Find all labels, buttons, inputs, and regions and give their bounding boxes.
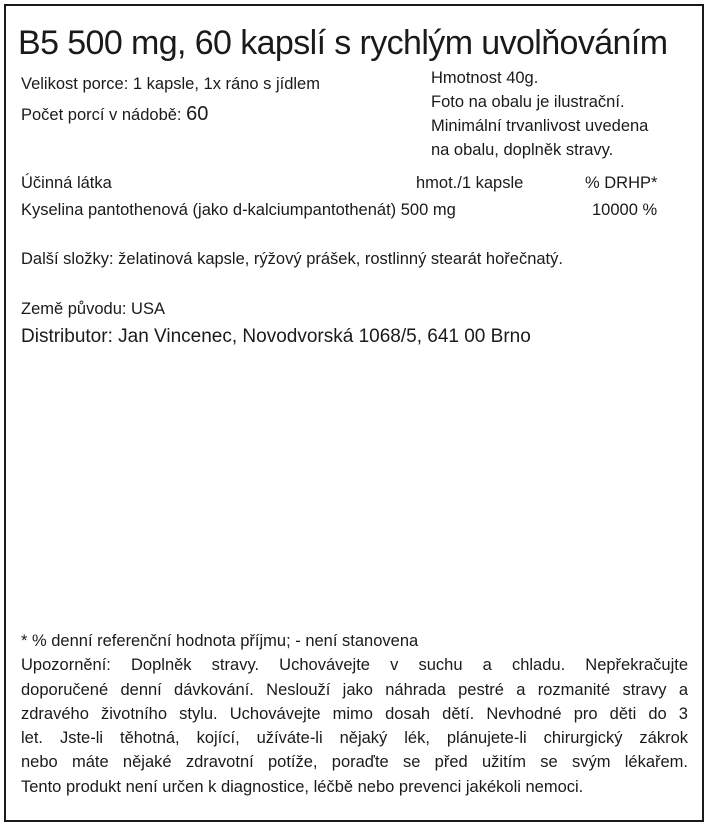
serving-size: Velikost porce: 1 kapsle, 1x ráno s jídlem [21,75,320,93]
table-row-ingredient: Kyselina pantothenová (jako d-kalciumpantothenát) 500 mg [21,201,456,219]
warning-line: let. Jste-li těhotná, kojící, užíváte-li nějaký lék, plánujete-li chirurgický zákrok [21,729,688,748]
country-of-origin: Země původu: USA [21,300,165,318]
distributor: Distributor: Jan Vincenec, Novodvorská 1068/5, 641 00 Brno [21,326,531,347]
table-header-ingredient: Účinná látka [21,174,112,192]
warning-line: Tento produkt není určen k diagnostice, léčbě nebo prevenci jakékoli nemoci. [21,777,584,796]
product-title: B5 500 mg, 60 kapslí s rychlým uvolňováním [18,24,668,62]
side-note-line: Foto na obalu je ilustrační. [431,93,625,111]
table-header-amount: hmot./1 kapsle [416,174,524,192]
footnote: * % denní referenční hodnota příjmu; - není stanovena [21,632,419,650]
other-ingredients: Další složky: želatinová kapsle, rýžový prášek, rostlinný stearát hořečnatý. [21,250,563,268]
warning-line: nebo máte nějaké zdravotní potíže, poraďte se před užitím se svým lékařem. [21,753,688,772]
side-note-line: na obalu, doplněk stravy. [431,141,614,159]
warning-block [21,629,688,799]
servings-count-label: Počet porcí v nádobě: [21,106,182,124]
warning-line: Upozornění: Doplněk stravy. Uchovávejte v suchu a chladu. Nepřekračujte [21,656,688,675]
side-note [431,66,648,162]
servings-per-container [21,103,208,126]
table-row-drhp: 10000 % [592,201,658,219]
side-note-line: Minimální trvanlivost uvedena [431,117,649,135]
table-header-drhp: % DRHP* [585,174,658,192]
warning-line: doporučené denní dávkování. Neslouží jako náhrada pestré a rozmanité stravy a [21,680,688,699]
warning-line: zdravého životního stylu. Uchovávejte mimo dosah dětí. Nevhodné pro děti do 3 [21,704,688,723]
servings-count-value: 60 [186,103,209,125]
side-note-line: Hmotnost 40g. [431,69,539,87]
